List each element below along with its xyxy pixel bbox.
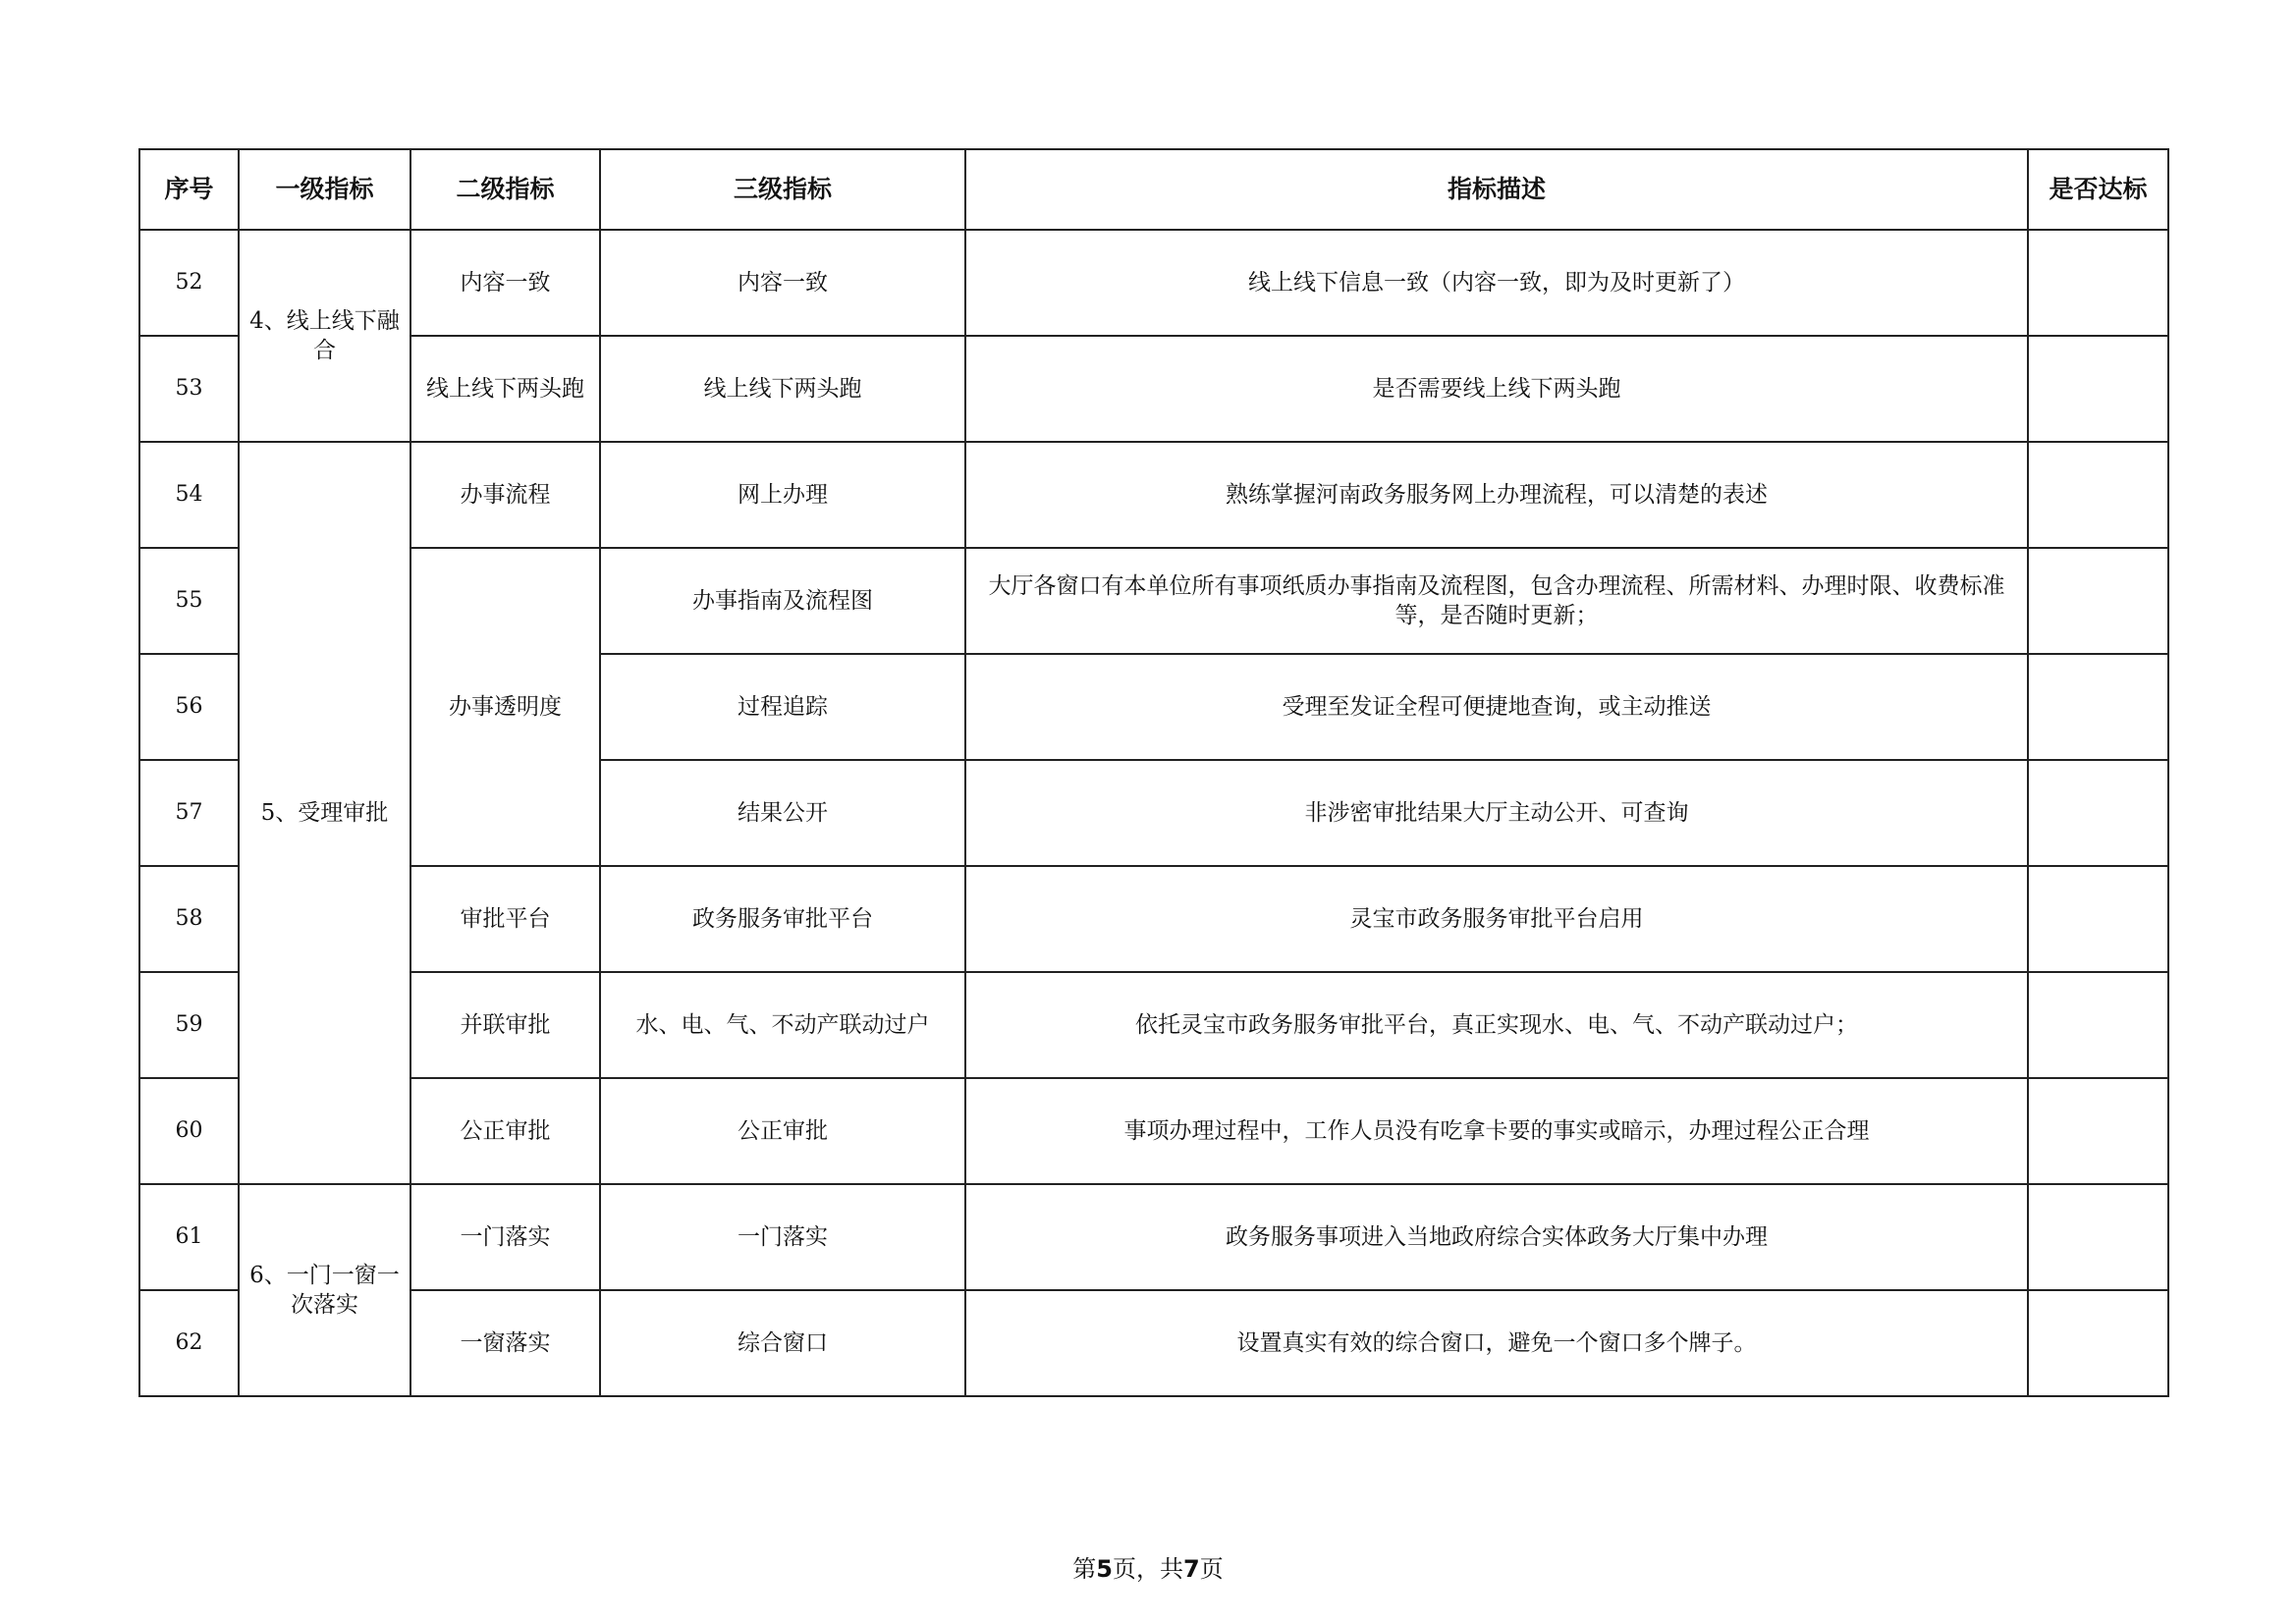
cell-desc: 设置真实有效的综合窗口，避免一个窗口多个牌子。 xyxy=(965,1290,2028,1396)
header-desc: 指标描述 xyxy=(965,149,2028,230)
cell-level3: 网上办理 xyxy=(600,442,965,548)
table-row xyxy=(139,442,2168,548)
cell-level2: 并联审批 xyxy=(410,972,600,1078)
cell-level3: 办事指南及流程图 xyxy=(600,548,965,654)
cell-desc: 政务服务事项进入当地政府综合实体政务大厅集中办理 xyxy=(965,1184,2028,1290)
cell-level3: 综合窗口 xyxy=(600,1290,965,1396)
cell-desc: 是否需要线上线下两头跑 xyxy=(965,336,2028,442)
footer-total-pages: 7 xyxy=(1183,1555,1200,1583)
table-row xyxy=(139,866,2168,972)
cell-level1-group: 4、线上线下融合 xyxy=(239,230,410,442)
cell-level3: 政务服务审批平台 xyxy=(600,866,965,972)
table-row xyxy=(139,336,2168,442)
table-row xyxy=(139,548,2168,654)
cell-level2: 公正审批 xyxy=(410,1078,600,1184)
cell-level3: 公正审批 xyxy=(600,1078,965,1184)
cell-met[interactable] xyxy=(2028,230,2168,336)
header-seq: 序号 xyxy=(139,149,239,230)
table-row xyxy=(139,1184,2168,1290)
table-row xyxy=(139,1078,2168,1184)
cell-met[interactable] xyxy=(2028,760,2168,866)
cell-desc: 熟练掌握河南政务服务网上办理流程，可以清楚的表述 xyxy=(965,442,2028,548)
table-row xyxy=(139,230,2168,336)
cell-seq: 60 xyxy=(139,1078,239,1184)
cell-level3: 一门落实 xyxy=(600,1184,965,1290)
cell-desc: 依托灵宝市政务服务审批平台，真正实现水、电、气、不动产联动过户； xyxy=(965,972,2028,1078)
cell-seq: 59 xyxy=(139,972,239,1078)
cell-level2: 线上线下两头跑 xyxy=(410,336,600,442)
footer-suffix: 页 xyxy=(1199,1555,1224,1583)
cell-level2: 办事流程 xyxy=(410,442,600,548)
cell-met[interactable] xyxy=(2028,548,2168,654)
cell-seq: 54 xyxy=(139,442,239,548)
cell-desc: 灵宝市政务服务审批平台启用 xyxy=(965,866,2028,972)
header-met: 是否达标 xyxy=(2028,149,2168,230)
cell-desc: 大厅各窗口有本单位所有事项纸质办事指南及流程图，包含办理流程、所需材料、办理时限、收费标准等，是否随时更新； xyxy=(965,548,2028,654)
cell-seq: 57 xyxy=(139,760,239,866)
cell-met[interactable] xyxy=(2028,442,2168,548)
cell-desc: 线上线下信息一致（内容一致，即为及时更新了） xyxy=(965,230,2028,336)
cell-met[interactable] xyxy=(2028,654,2168,760)
cell-level1-group: 5、受理审批 xyxy=(239,442,410,1184)
footer-current-page: 5 xyxy=(1096,1555,1113,1583)
cell-desc: 受理至发证全程可便捷地查询，或主动推送 xyxy=(965,654,2028,760)
header-level2: 二级指标 xyxy=(410,149,600,230)
cell-level3: 过程追踪 xyxy=(600,654,965,760)
table-row xyxy=(139,972,2168,1078)
cell-met[interactable] xyxy=(2028,972,2168,1078)
cell-seq: 62 xyxy=(139,1290,239,1396)
cell-met[interactable] xyxy=(2028,336,2168,442)
cell-level1-group: 6、一门一窗一次落实 xyxy=(239,1184,410,1396)
cell-level3: 水、电、气、不动产联动过户 xyxy=(600,972,965,1078)
cell-seq: 56 xyxy=(139,654,239,760)
page-footer xyxy=(0,1549,2296,1584)
cell-seq: 53 xyxy=(139,336,239,442)
cell-seq: 55 xyxy=(139,548,239,654)
cell-seq: 58 xyxy=(139,866,239,972)
cell-seq: 61 xyxy=(139,1184,239,1290)
cell-level3: 内容一致 xyxy=(600,230,965,336)
cell-level3: 结果公开 xyxy=(600,760,965,866)
cell-level2: 审批平台 xyxy=(410,866,600,972)
cell-level3: 线上线下两头跑 xyxy=(600,336,965,442)
cell-met[interactable] xyxy=(2028,1078,2168,1184)
footer-middle: 页，共 xyxy=(1113,1555,1183,1583)
cell-level2: 一门落实 xyxy=(410,1184,600,1290)
cell-met[interactable] xyxy=(2028,866,2168,972)
cell-level2-group: 办事透明度 xyxy=(410,548,600,866)
cell-desc: 事项办理过程中，工作人员没有吃拿卡要的事实或暗示，办理过程公正合理 xyxy=(965,1078,2028,1184)
header-level1: 一级指标 xyxy=(239,149,410,230)
cell-desc: 非涉密审批结果大厅主动公开、可查询 xyxy=(965,760,2028,866)
indicator-table xyxy=(138,148,2169,1397)
table-header-row xyxy=(139,149,2168,230)
footer-prefix: 第 xyxy=(1072,1555,1097,1583)
cell-seq: 52 xyxy=(139,230,239,336)
cell-met[interactable] xyxy=(2028,1184,2168,1290)
cell-met[interactable] xyxy=(2028,1290,2168,1396)
table-row xyxy=(139,1290,2168,1396)
cell-level2: 内容一致 xyxy=(410,230,600,336)
cell-level2: 一窗落实 xyxy=(410,1290,600,1396)
header-level3: 三级指标 xyxy=(600,149,965,230)
